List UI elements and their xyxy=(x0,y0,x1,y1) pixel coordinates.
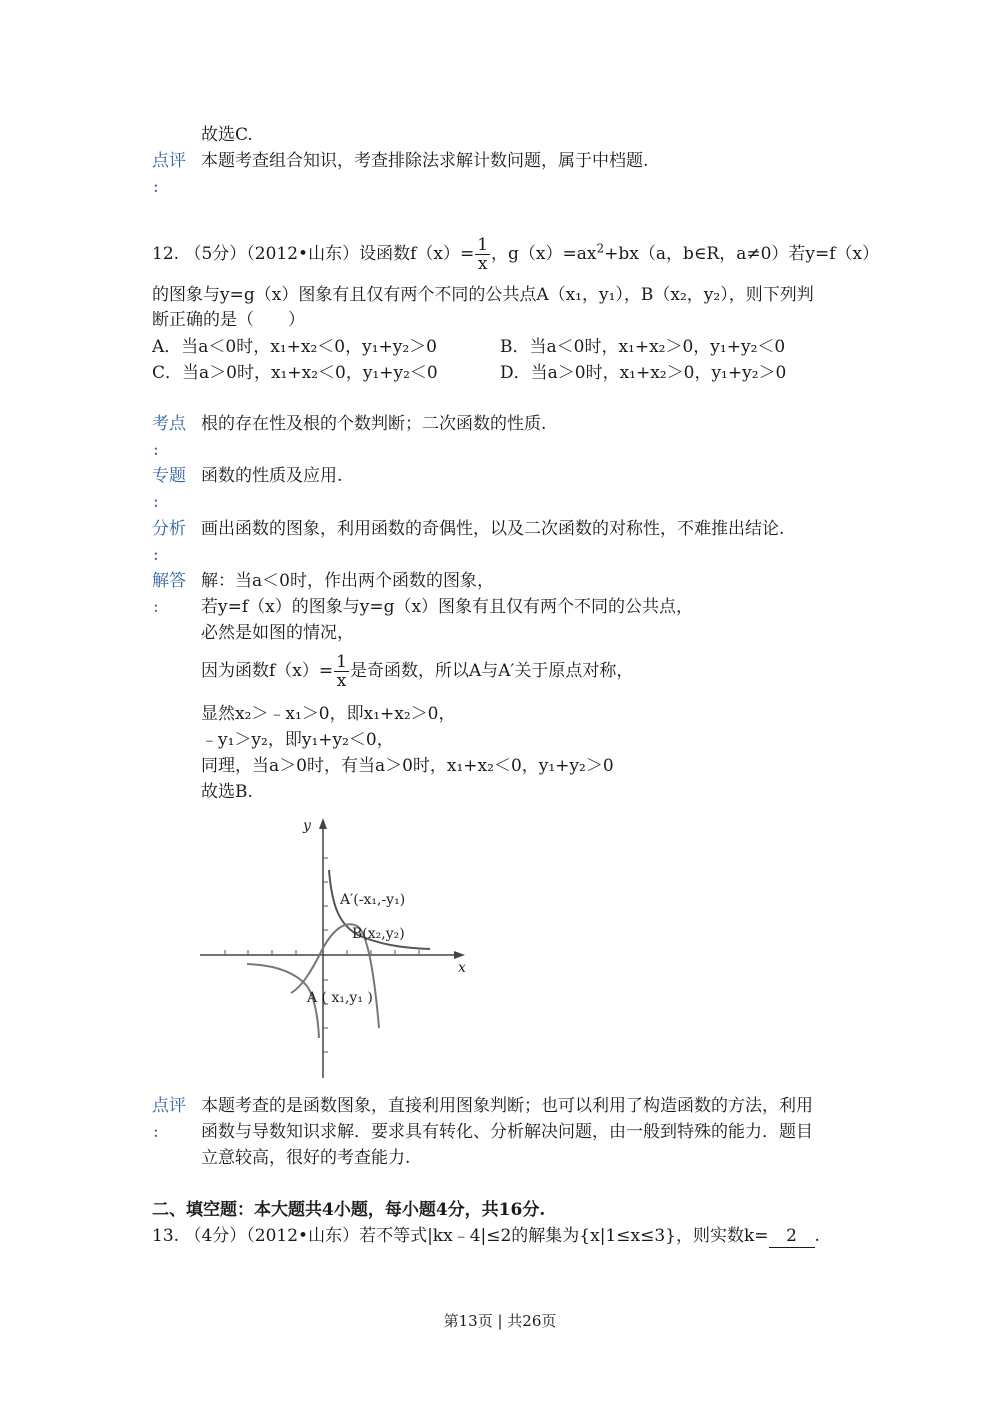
jieda-line-6: ﹣y₁＞y₂，即y₁+y₂＜0， xyxy=(201,730,394,750)
dianping-line-1: 本题考查的是函数图象，直接利用图象判断；也可以利用了构造函数的方法，利用 xyxy=(201,1096,813,1116)
kaodian-text: 根的存在性及根的个数判断；二次函数的性质. xyxy=(201,414,547,434)
jieda-line-3: 必然是如图的情况， xyxy=(201,623,354,643)
fraction-numerator: 1 xyxy=(477,235,489,255)
colon-mark: : xyxy=(153,440,159,460)
jieda-fraction xyxy=(334,653,349,690)
zhuanti-label: 专题 xyxy=(152,466,186,486)
y-axis-arrow xyxy=(319,818,327,829)
q13-score: （4分） xyxy=(184,1226,247,1246)
point-b-label: B(x₂,y₂) xyxy=(352,926,405,942)
function-graph xyxy=(195,808,485,1088)
x-axis-arrow xyxy=(454,951,465,959)
prev-conclusion: 故选C. xyxy=(201,125,253,145)
q13-end: . xyxy=(814,1226,820,1246)
section-2-title: 二、填空题：本大题共4小题，每小题4分，共16分. xyxy=(152,1200,546,1220)
jieda-line-8: 故选B. xyxy=(201,782,253,802)
kaodian-label: 考点 xyxy=(152,414,186,434)
dianping-label: 点评 xyxy=(152,1096,186,1116)
page-footer: 第13页 | 共26页 xyxy=(443,1312,557,1330)
prev-review-label: 点评 xyxy=(152,151,186,171)
point-a-prime-label: A′(-x₁,-y₁) xyxy=(340,892,406,908)
fenxi-label: 分析 xyxy=(152,519,186,539)
q12-score: （5分） xyxy=(184,244,247,264)
jieda-line-1: 解：当a＜0时，作出两个函数的图象， xyxy=(201,571,494,591)
q12-fraction xyxy=(475,236,490,273)
colon-mark: : xyxy=(153,1122,159,1142)
colon-mark: : xyxy=(153,545,159,565)
jieda-frac-a: 因为函数f（x）= xyxy=(201,661,334,681)
jieda-line-2: 若y=f（x）的图象与y=g（x）图象有且仅有两个不同的公共点， xyxy=(201,597,694,617)
option-c: C．当a＞0时，x₁+x₂＜0，y₁+y₂＜0 xyxy=(152,363,438,383)
q12-stem-a: 设函数f（x）= xyxy=(359,244,475,264)
q13-source: （2012•山东） xyxy=(246,1226,360,1246)
option-b: B．当a＜0时，x₁+x₂＞0，y₁+y₂＜0 xyxy=(500,337,786,357)
dianping-line-3: 立意较高，很好的考查能力. xyxy=(201,1148,411,1168)
fraction-denominator: x xyxy=(477,254,488,274)
option-a: A．当a＜0时，x₁+x₂＜0，y₁+y₂＞0 xyxy=(152,337,437,357)
q13-stem xyxy=(152,1225,820,1248)
fraction-denominator: x xyxy=(336,671,347,691)
q12-stem-b-sup: 2 xyxy=(596,241,605,256)
q12-number: 12. xyxy=(152,244,180,264)
q12-stem xyxy=(152,234,879,274)
x-axis-label: x xyxy=(458,960,466,976)
dianping-line-2: 函数与导数知识求解．要求具有转化、分析解决问题，由一般到特殊的能力．题目 xyxy=(201,1122,813,1142)
q13-answer-blank: 2 xyxy=(769,1225,815,1248)
q12-stem-c: +bx（a，b∈R，a≠0）若y=f（x） xyxy=(604,244,880,264)
y-axis-label: y xyxy=(303,818,311,834)
jieda-frac-b: 是奇函数，所以A与A′关于原点对称， xyxy=(349,661,634,681)
jieda-line-5: 显然x₂＞﹣x₁＞0，即x₁+x₂＞0， xyxy=(201,704,456,724)
q13-number: 13. xyxy=(152,1226,180,1246)
colon-mark: : xyxy=(153,177,159,197)
jieda-line-7: 同理，当a＞0时，有当a＞0时，x₁+x₂＜0，y₁+y₂＞0 xyxy=(201,756,614,776)
fraction-numerator: 1 xyxy=(336,652,347,672)
colon-mark: : xyxy=(153,597,159,617)
zhuanti-text: 函数的性质及应用. xyxy=(201,466,343,486)
jieda-frac-line xyxy=(201,652,633,690)
q12-stem-b: ，g（x）=ax xyxy=(491,244,597,264)
fenxi-text: 画出函数的图象，利用函数的奇偶性，以及二次函数的对称性，不难推出结论. xyxy=(201,519,785,539)
option-d: D．当a＞0时，x₁+x₂＞0，y₁+y₂＞0 xyxy=(500,363,787,383)
q13-text: 若不等式|kx﹣4|≤2的解集为{x|1≤x≤3}，则实数k= xyxy=(359,1226,769,1246)
q12-source: （2012•山东） xyxy=(246,244,360,264)
q12-line3: 断正确的是（ ） xyxy=(152,310,305,330)
q12-line2: 的图象与y=g（x）图象有且仅有两个不同的公共点A（x₁，y₁），B（x₂，y₂），则下列判 xyxy=(152,285,814,305)
colon-mark: : xyxy=(153,492,159,512)
prev-review-text: 本题考查组合知识，考查排除法求解计数问题，属于中档题. xyxy=(201,151,649,171)
point-a-label: A ( x₁,y₁ ) xyxy=(307,990,373,1006)
jieda-label: 解答 xyxy=(152,571,186,591)
